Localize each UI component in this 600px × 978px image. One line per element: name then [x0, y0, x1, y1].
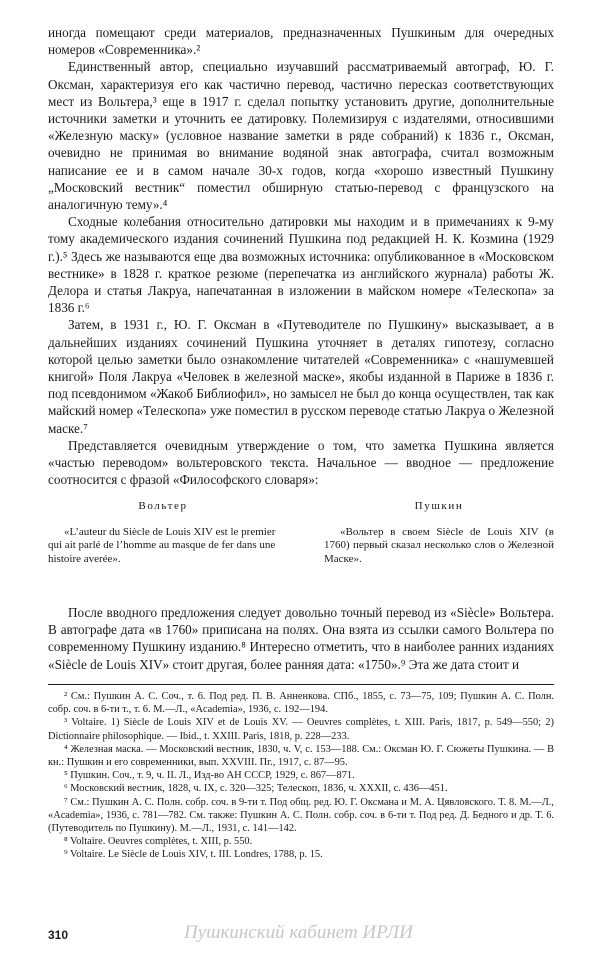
- pushkin-quote: «Вольтер в своем Siècle de Louis XIV (в 1760) первый сказал несколько слов о Железной Маске».: [324, 526, 554, 565]
- footnote-8: ⁸ Voltaire. Oeuvres complètes, t. XIII, p. 550.: [64, 836, 253, 848]
- continuation-text: [48, 604, 554, 673]
- footnote-4: ⁴ Железная маска. — Московский вестник, 1830, ч. V, с. 153—188. См.: Оксман Ю. Г. Сюжеты Пушкина. — В кн.: Пушкин и его современники, вып. XXVIII. Пг., 1917, с. 87—95.: [48, 743, 554, 769]
- watermark: Пушкинский кабинет ИРЛИ: [184, 922, 413, 943]
- pushkin-heading: Пушкин: [414, 500, 464, 512]
- main-text: [48, 24, 554, 488]
- footnote-6: ⁶ Московский вестник, 1828, ч. IX, с. 320—325; Телескоп, 1836, ч. XXXII, с. 436—451.: [64, 783, 448, 795]
- footnote-divider: [48, 684, 554, 685]
- footnote-7: ⁷ См.: Пушкин А. С. Полн. собр. соч. в 9-ти т. Под общ. ред. Ю. Г. Оксмана и М. А. Цявловского. Т. 8. М.—Л., «Academia», 1936, с. 781—782. См. также: Пушкин А. С. Полн. собр. соч. в 6-ти т. Под ред. Д. Бедного и др. Т. 6. (Путеводитель по Пушкину). М.—Л., 1931, с. 141—142.: [48, 796, 554, 835]
- paragraph-4: Затем, в 1931 г., Ю. Г. Оксман в «Путеводителе по Пушкину» высказывает, а в дальнейших изданиях сочинений Пушкина уточняет в деталях гипотезу, согласно которой целью заметки было ознакомление читателей «Современника» с «нашумевшей книгой» Поля Лакруа «Человек в железной маске», якобы изданной в Париже в 1836 г. под псевдонимом «Жакоб Библиофил», но замысел не был до конца осуществлен, так как майский номер «Телескопа» уже поместил в русском переводе статью Лакруа о Железной маске.⁷: [48, 317, 554, 436]
- voltaire-quote: «L’auteur du Siècle de Louis XIV est le premier qui ait parlé de l’homme au masque de fer dans une histoire averée».: [48, 526, 276, 565]
- paragraph-1: иногда помещают среди материалов, предназначенных Пушкиным для очередных номеров «Современника».²: [48, 25, 554, 58]
- footnote-3: ³ Voltaire. 1) Siècle de Louis XIV et de Louis XV. — Oeuvres complètes, t. XIII. Paris, 1817, p. 549—550; 2) Dictionnaire philosophique. — Ibid., t. XXIII. Paris, 1818, p. 228—233.: [48, 717, 554, 742]
- comparison-columns: [48, 500, 554, 566]
- voltaire-column: [48, 500, 278, 566]
- paragraph-6: После вводного предложения следует довольно точный перевод из «Siècle» Вольтера. В автографе дата «в 1760» приписана на полях. Она взята из ссылки самого Вольтера по современному Пушкину изданию.⁸ Интересно отметить, что в наиболее ранних изданиях «Siècle de Louis XIV» стоит другая, более ранняя дата: «1750».⁹ Эта же дата стоит и: [48, 605, 554, 672]
- footnotes: [48, 690, 554, 862]
- footnote-9: ⁹ Voltaire. Le Siècle de Louis XIV, t. III. Londres, 1788, p. 15.: [64, 849, 323, 861]
- paragraph-5: Представляется очевидным утверждение о том, что заметка Пушкина является «частью переводом» вольтеровского текста. Начальное — вводное — предложение соотносится с фразой «Философского словаря»:: [48, 437, 554, 488]
- footnote-2: ² См.: Пушкин А. С. Соч., т. 6. Под ред. П. В. Анненкова. СПб., 1855, с. 73—75, 109; Пушкин А. С. Полн. собр. соч. в 6-ти т., т. 6. М.—Л., «Academia», 1936, с. 192—194.: [48, 691, 554, 716]
- paragraph-3: Сходные колебания относительно датировки мы находим и в примечаниях к 9-му тому академического издания сочинений Пушкина под редакцией Н. К. Козмина (1929 г.).⁵ Здесь же называются еще два возможных источника: опубликованное в «Московском вестнике» в 1828 г. краткое резюме (перепечатка из английского журнала) работы Ж. Делора и статья Лакруа, напечатанная в изложении в майском номере «Телескопа» за 1836 г.⁶: [48, 214, 554, 316]
- pushkin-column: [324, 500, 554, 566]
- page-number: 310: [48, 928, 69, 942]
- footnote-5: ⁵ Пушкин. Соч., т. 9, ч. II. Л., Изд-во АН СССР, 1929, с. 867—871.: [64, 770, 355, 782]
- voltaire-heading: Вольтер: [138, 500, 188, 512]
- paragraph-2: Единственный автор, специально изучавший рассматриваемый автограф, Ю. Г. Оксман, характеризуя его как частично перевод, частично пересказ соответствующих мест из Вольтера,³ еще в 1917 г. сделал попытку установить другие, дополнительные источники заметки и уточнить ее датировку. Полемизируя с издателями, относившими «Железную маску» (условное название заметки в ряде собраний) к 1836 г., Оксман, очевидно не принимая во внимание водяной знак автографа, считал возможным написание ее и в самом начале 30-х годов, когда «хорошо известный Пушкину „Московский вестник“ поместил обширную статью-перевод с французского на аналогичную тему».⁴: [48, 59, 554, 213]
